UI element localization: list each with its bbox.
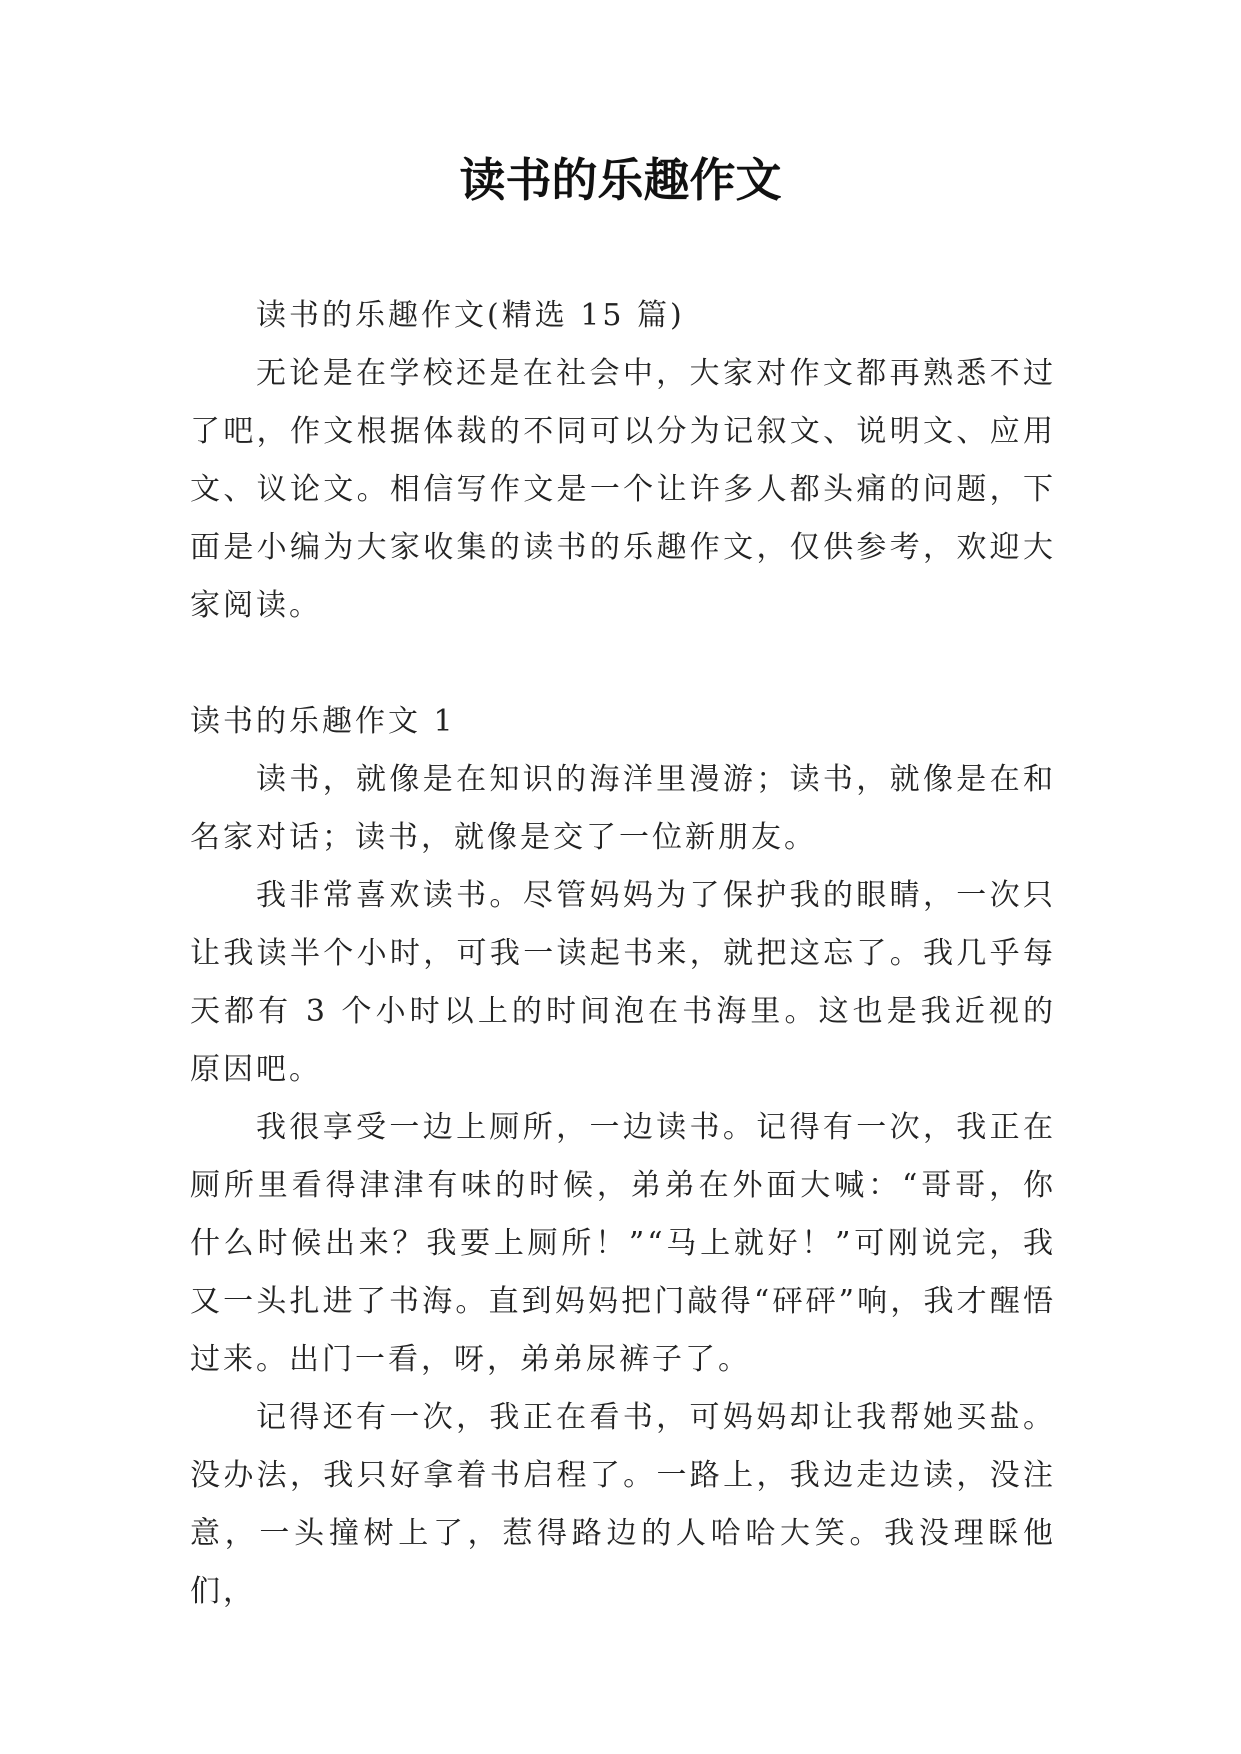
document-subtitle: 读书的乐趣作文(精选 15 篇) bbox=[256, 298, 685, 333]
section-heading: 读书的乐趣作文 1 bbox=[190, 704, 456, 739]
document-body bbox=[190, 287, 1056, 1621]
body-paragraph: 我非常喜欢读书。尽管妈妈为了保护我的眼睛，一次只让我读半个小时，可我一读起书来，就把这忘了。我几乎每天都有 3 个小时以上的时间泡在书海里。这也是我近视的原因吧。 bbox=[190, 878, 1056, 1087]
body-paragraph: 记得还有一次，我正在看书，可妈妈却让我帮她买盐。没办法，我只好拿着书启程了。一路上，我边走边读，没注意，一头撞树上了，惹得路边的人哈哈大笑。我没理睬他们， bbox=[190, 1400, 1056, 1609]
paragraph-gap bbox=[190, 635, 1056, 693]
document-title: 读书的乐趣作文 bbox=[459, 153, 782, 207]
body-paragraph: 我很享受一边上厕所，一边读书。记得有一次，我正在厕所里看得津津有味的时候，弟弟在外面大喊：“哥哥，你什么时候出来？我要上厕所！”“马上就好！”可刚说完，我又一头扎进了书海。直到妈妈把门敲得“砰砰”响，我才醒悟过来。出门一看，呀，弟弟尿裤子了。 bbox=[190, 1110, 1056, 1377]
body-paragraph: 读书，就像是在知识的海洋里漫游；读书，就像是在和名家对话；读书，就像是交了一位新朋友。 bbox=[190, 762, 1056, 855]
intro-paragraph: 无论是在学校还是在社会中，大家对作文都再熟悉不过了吧，作文根据体裁的不同可以分为记叙文、说明文、应用文、议论文。相信写作文是一个让许多人都头痛的问题，下面是小编为大家收集的读书的乐趣作文，仅供参考，欢迎大家阅读。 bbox=[190, 356, 1056, 623]
